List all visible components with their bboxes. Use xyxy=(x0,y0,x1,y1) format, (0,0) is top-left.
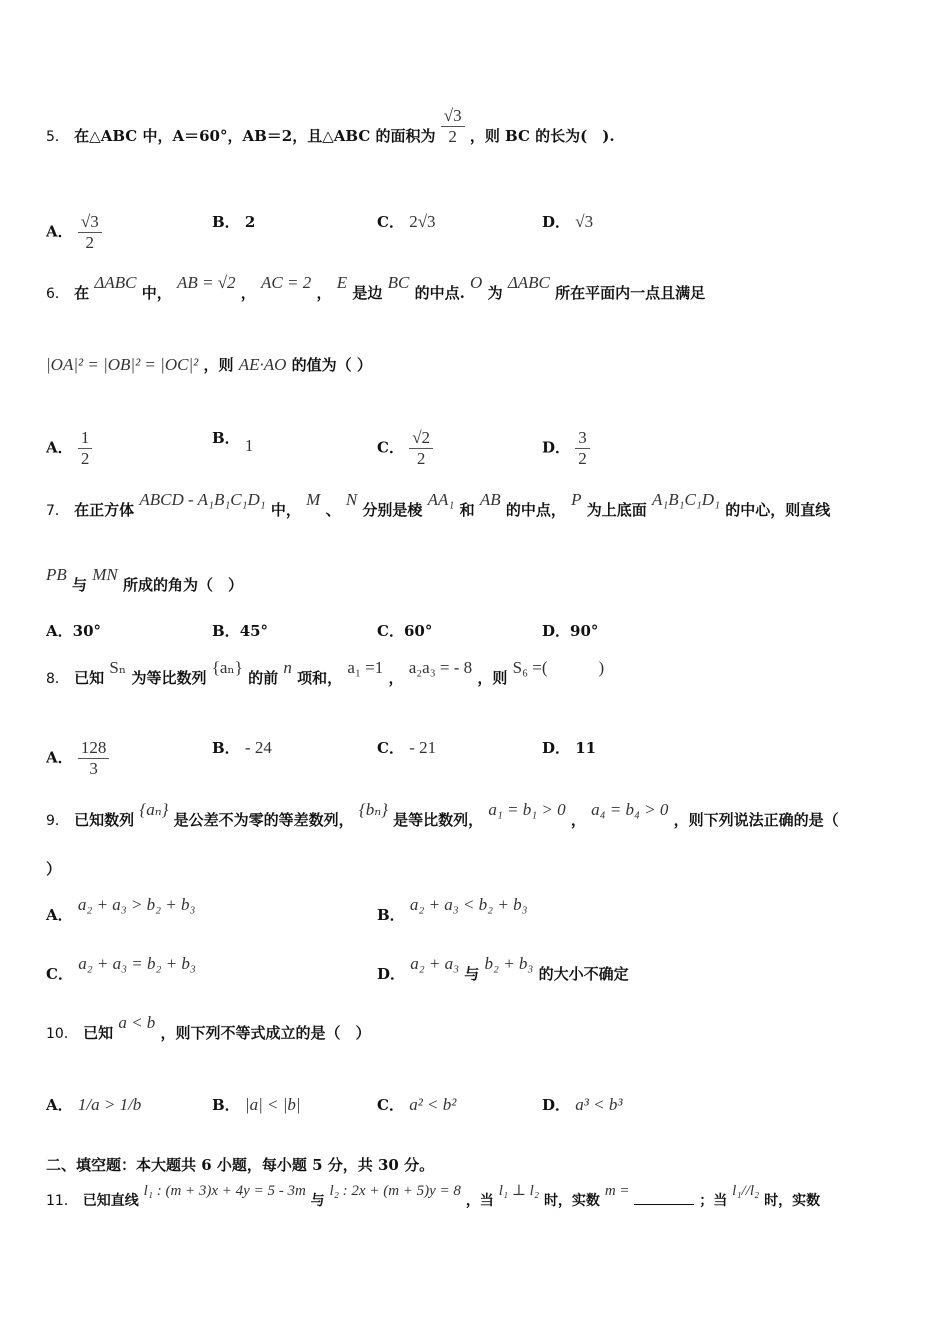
question-5 xyxy=(46,105,615,147)
question-6-line-2: |OA|² = |OB|² = |OC|² ，则 AE·AO 的值为（ ） xyxy=(46,355,372,374)
option-c[interactable]: C． $\frac{√2}{2}$ xyxy=(377,428,433,469)
option-c[interactable]: C． 2√3 xyxy=(377,212,436,231)
option-b[interactable]: B． 2 xyxy=(212,213,256,231)
fraction: $\frac{√3}{2}$ xyxy=(441,106,465,147)
fraction: $\frac{3}{2}$ xyxy=(575,428,590,469)
option-d[interactable]: D． a₂ + a₃ 与 b₂ + b₃ 的大小不确定 xyxy=(377,954,629,983)
question-6: 6． 在 ΔABC 中， AB = √2 ， AC = 2 ， E 是边 BC 的中点. O 为 ΔABC 所在平面内一点且满足 xyxy=(46,273,706,302)
question-7-line-2: PB 与 MN 所成的角为（ ） xyxy=(46,565,244,594)
option-b[interactable]: B． |a| < |b| xyxy=(212,1095,301,1114)
question-11: 11． 已知直线 l₁ : (m + 3)x + 4y = 5 - 3m 与 l₂ : 2x + (m + 5)y = 8 ，当 l₁ ⊥ l₂ 时，实数 m = ；当 l₁//l₂ 时，实数 xyxy=(46,1183,821,1209)
option-b[interactable]: B．45° xyxy=(212,622,269,640)
question-text: ，则 BC 的长为( ). xyxy=(469,127,615,145)
option-c[interactable]: C． a² < b² xyxy=(377,1095,457,1114)
fraction: $\frac{√3}{2}$ xyxy=(78,212,102,253)
question-10: 10． 已知 a < b ，则下列不等式成立的是（ ） xyxy=(46,1013,371,1042)
option-b[interactable]: B． 1 xyxy=(212,429,254,455)
option-a[interactable]: A． a₂ + a₃ > b₂ + b₃ xyxy=(46,895,196,924)
fraction: $\frac{128}{3}$ xyxy=(78,738,110,779)
question-number: 5． xyxy=(46,129,69,145)
question-9-line-2: ） xyxy=(46,860,62,878)
option-b[interactable]: B． - 24 xyxy=(212,738,272,757)
option-d[interactable]: D． $\frac{3}{2}$ xyxy=(542,428,590,469)
option-a[interactable]: A． $\frac{128}{3}$ xyxy=(46,738,109,779)
section-heading: 二、填空题：本大题共 6 小题，每小题 5 分，共 30 分。 xyxy=(46,1156,435,1174)
fraction: $\frac{√2}{2}$ xyxy=(409,428,433,469)
question-9: 9． 已知数列 {aₙ} 是公差不为零的等差数列， {bₙ} 是等比数列， a₁ = b₁ > 0 ， a₄ = b₄ > 0 ，则下列说法正确的是（ xyxy=(46,800,839,829)
option-a[interactable]: A． $\frac{√3}{2}$ xyxy=(46,212,102,253)
option-d[interactable]: D．90° xyxy=(542,622,599,640)
option-d[interactable]: D． √3 xyxy=(542,212,594,231)
option-b[interactable]: B． a₂ + a₃ < b₂ + b₃ xyxy=(377,895,528,924)
option-d[interactable]: D． a³ < b³ xyxy=(542,1095,623,1114)
question-text: 在△ABC 中，A＝60°，AB＝2，且△ABC 的面积为 xyxy=(74,127,436,145)
option-a[interactable]: A． 1/a > 1/b xyxy=(46,1095,142,1114)
answer-blank[interactable] xyxy=(634,1204,694,1205)
option-a[interactable]: A．30° xyxy=(46,622,102,640)
option-a[interactable]: A． $\frac{1}{2}$ xyxy=(46,428,92,469)
option-c[interactable]: C． - 21 xyxy=(377,738,437,757)
option-c[interactable]: C． a₂ + a₃ = b₂ + b₃ xyxy=(46,954,196,983)
option-d[interactable]: D． 11 xyxy=(542,739,597,757)
option-c[interactable]: C．60° xyxy=(377,622,433,640)
question-7: 7． 在正方体 ABCD - A₁B₁C₁D₁ 中， M 、 N 分别是棱 AA₁ 和 AB 的中点， P 为上底面 A₁B₁C₁D₁ 的中心，则直线 xyxy=(46,490,831,519)
question-8: 8． 已知 Sₙ 为等比数列 {aₙ} 的前 n 项和， a₁ =1 ， a₂a₃ = - 8 ，则 S₆ =( ) xyxy=(46,658,605,687)
fraction: $\frac{1}{2}$ xyxy=(78,428,93,469)
